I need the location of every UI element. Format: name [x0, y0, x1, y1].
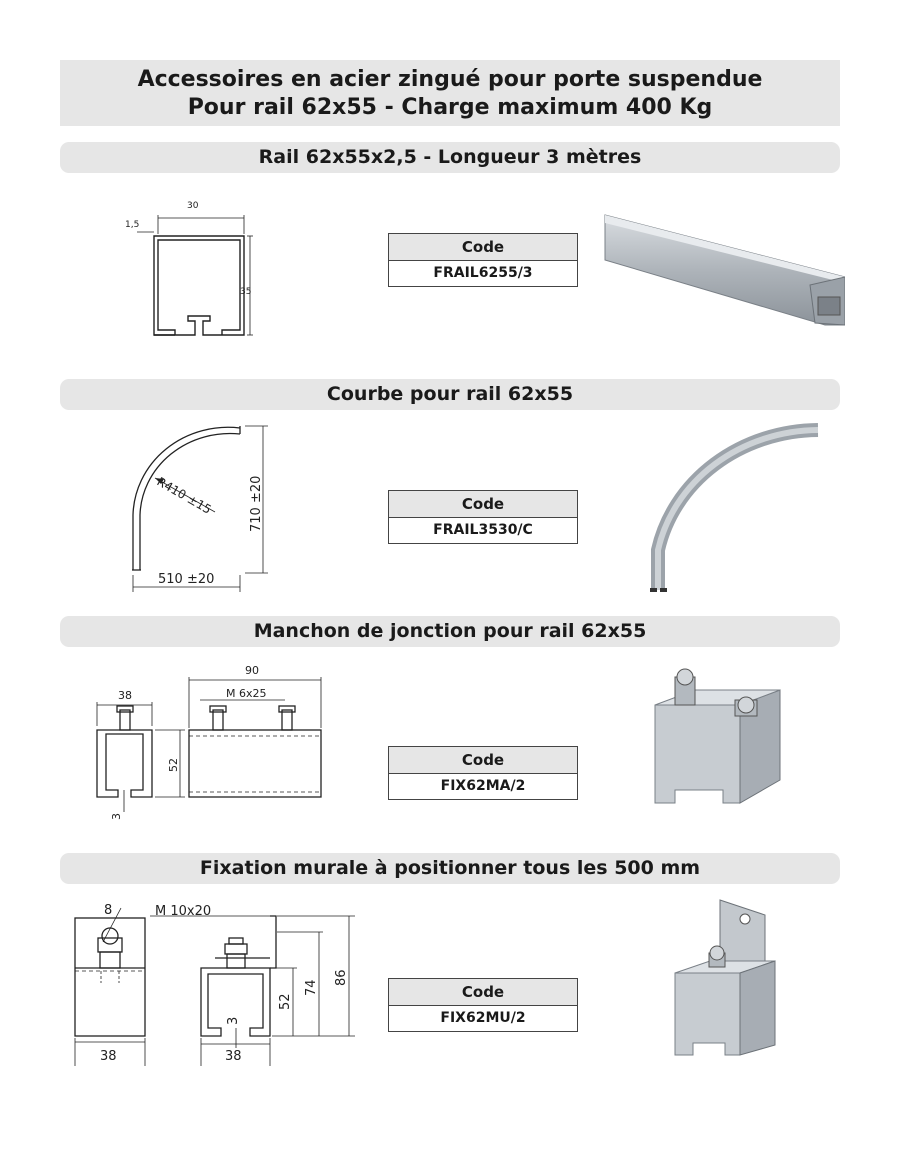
sleeve-photo: [645, 665, 795, 815]
product-code: FIX62MA/2: [440, 778, 526, 794]
wall-bracket-photo: [665, 895, 785, 1067]
product-code: FRAIL6255/3: [433, 265, 533, 281]
curve-drawing: [120, 420, 280, 595]
dim-sleeve-bolt: M 6x25: [226, 687, 267, 700]
dim-bracket-width-left: 38: [100, 1049, 117, 1064]
code-table-header: Code: [389, 234, 577, 261]
dim-sleeve-length: 90: [245, 664, 259, 677]
dim-rail-height: 35: [240, 287, 252, 297]
code-table-rail: [388, 233, 578, 287]
product-code: FIX62MU/2: [440, 1010, 526, 1026]
dim-curve-width: 510 ±20: [158, 572, 215, 587]
page-header: [60, 60, 840, 126]
code-table-courbe: [388, 490, 578, 544]
dim-bracket-h2: 74: [304, 979, 319, 996]
code-table-fixation: [388, 978, 578, 1032]
wall-bracket-drawing: [65, 898, 365, 1070]
rail-profile-drawing: [115, 190, 265, 350]
sleeve-drawing: [85, 662, 335, 822]
dim-rail-thickness: 1,5: [125, 220, 140, 230]
dim-bracket-gap: 3: [226, 1016, 241, 1025]
dim-bracket-width-right: 38: [225, 1049, 242, 1064]
section-title-rail: Rail 62x55x2,5 - Longueur 3 mètres: [60, 142, 840, 173]
dim-curve-radius: R410 ±15: [154, 474, 214, 517]
code-table-header: Code: [389, 491, 577, 518]
code-table-header: Code: [389, 979, 577, 1006]
dim-sleeve-gap: 3: [110, 813, 123, 820]
dim-curve-height: 710 ±20: [249, 475, 264, 532]
product-code: FRAIL3530/C: [433, 522, 533, 538]
header-title-line2: Pour rail 62x55 - Charge maximum 400 Kg: [187, 95, 713, 120]
section-title-fixation: Fixation murale à positionner tous les 500 mm: [60, 853, 840, 884]
dim-rail-width: 30: [187, 201, 199, 211]
dim-bracket-h3: 86: [334, 969, 349, 986]
dim-bracket-hole: 8: [104, 903, 113, 918]
rail-photo: [600, 205, 845, 335]
section-title-manchon: Manchon de jonction pour rail 62x55: [60, 616, 840, 647]
dim-sleeve-height: 52: [167, 758, 180, 772]
header-title-line1: Accessoires en acier zingué pour porte suspendue: [137, 67, 763, 92]
dim-bracket-bolt: M 10x20: [155, 904, 212, 919]
code-table-manchon: [388, 746, 578, 800]
dim-sleeve-width: 38: [118, 689, 132, 702]
section-title-courbe: Courbe pour rail 62x55: [60, 379, 840, 410]
curve-photo: [640, 420, 825, 600]
dim-bracket-h1: 52: [278, 993, 293, 1010]
code-table-header: Code: [389, 747, 577, 774]
